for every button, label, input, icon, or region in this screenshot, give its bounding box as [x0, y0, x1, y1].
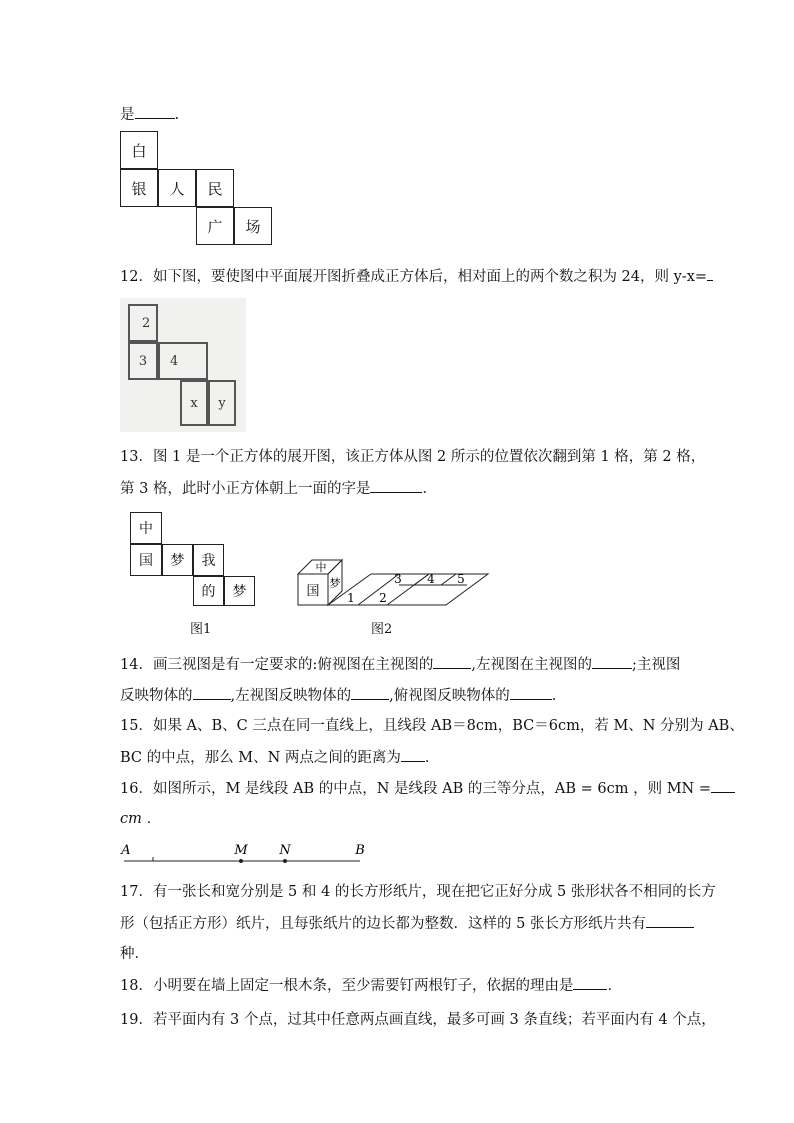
- fig2-cell-label: 5: [457, 572, 465, 586]
- fig1-cell: 国: [130, 544, 162, 576]
- fig2-cell-label: 4: [427, 572, 435, 586]
- q13-line1: 13．图 1 是一个正方体的展开图，该正方体从图 2 所示的位置依次翻到第 1 格，第 2 格，: [120, 449, 706, 465]
- q18-text: 18．小明要在墙上固定一根木条，至少需要钉两根钉子，依据的理由是 ．: [120, 975, 622, 996]
- answer-blank: [510, 685, 552, 700]
- point-b-label: B: [355, 843, 365, 858]
- fig1-cell: 的: [193, 576, 224, 606]
- photo-cell: 2: [128, 304, 158, 342]
- fig2-cube-top: 中: [315, 561, 327, 574]
- segment-drawing: [118, 842, 378, 868]
- photo-cell: 4: [158, 342, 208, 380]
- fig2-cube-side: 梦: [329, 577, 341, 590]
- answer-blank: [711, 778, 735, 793]
- q12-text: 12．如下图，要使图中平面展开图折叠成正方体后，相对面上的两个数之积为 24，则 y-x=: [120, 266, 713, 287]
- q16-line2: cm ．: [120, 811, 161, 827]
- answer-blank: [370, 478, 422, 493]
- net-cell: 广: [196, 207, 234, 245]
- photo-cell: x: [180, 380, 208, 426]
- answer-blank: [433, 654, 471, 669]
- answer-blank: [401, 747, 425, 762]
- fig1-cell: 梦: [224, 576, 255, 606]
- q14-line1: 14．画三视图是有一定要求的:俯视图在主视图的 ,左视图在主视图的 ;主视图: [120, 654, 680, 675]
- net-cell: 民: [196, 169, 234, 207]
- fig2-cell-label: 1: [347, 591, 355, 605]
- fig2-drawing: [292, 552, 512, 612]
- point-n-label: N: [279, 843, 291, 858]
- q15-line2: BC 的中点，那么 M、N 两点之间的距离为 ．: [120, 747, 439, 768]
- answer-blank: [193, 685, 231, 700]
- q14-line2: 反映物体的 ,左视图反映物体的 ,俯视图反映物体的 .: [120, 685, 556, 706]
- net-cell: 银: [120, 169, 158, 207]
- fig2-caption: 图2: [371, 622, 393, 637]
- answer-blank: [351, 685, 389, 700]
- fig1-cell: 中: [130, 512, 162, 544]
- q17-line3: 种．: [120, 946, 149, 962]
- q17-line2: 形（包括正方形）纸片，且每张纸片的边长都为整数．这样的 5 张长方形纸片共有: [120, 913, 694, 934]
- q12-photo-net: [120, 298, 246, 432]
- point-a-label: A: [121, 843, 131, 858]
- photo-cell: 3: [128, 342, 158, 380]
- fig2-cell-label: 2: [379, 591, 387, 605]
- q13-line2: 第 3 格，此时小正方体朝上一面的字是 ．: [120, 478, 437, 499]
- q17-line1: 17．有一张长和宽分别是 5 和 4 的长方形纸片，现在把它正好分成 5 张形状各不相同的长方: [120, 884, 716, 900]
- q19-text: 19．若平面内有 3 个点，过其中任意两点画直线，最多可画 3 条直线；若平面内有 4 个点，: [120, 1012, 716, 1028]
- answer-blank: [573, 975, 607, 990]
- fig2-cell-label: 3: [394, 572, 402, 586]
- q11-tail: 是 .: [120, 104, 179, 125]
- net-cell: 人: [158, 169, 196, 207]
- fig1-cell: 梦: [162, 544, 193, 576]
- net-cell: 白: [120, 131, 158, 169]
- net-cell: 场: [234, 207, 272, 245]
- fig1-caption: 图1: [190, 622, 212, 637]
- fig2-cube-front: 国: [306, 584, 320, 599]
- q15-line1: 15．如果 A、B、C 三点在同一直线上，且线段 AB＝8cm，BC＝6cm，若 M、N 分别为 AB、: [120, 718, 744, 734]
- point-m-label: M: [234, 843, 248, 858]
- fig1-cell: 我: [193, 544, 224, 576]
- photo-cell: y: [208, 380, 236, 426]
- q16-line1: 16．如图所示，M 是线段 AB 的中点，N 是线段 AB 的三等分点，AB = 6cm ，则 MN =: [120, 778, 735, 799]
- answer-blank: [592, 654, 632, 669]
- answer-blank: [135, 104, 175, 119]
- answer-blank: [707, 266, 713, 281]
- answer-blank: [646, 913, 694, 928]
